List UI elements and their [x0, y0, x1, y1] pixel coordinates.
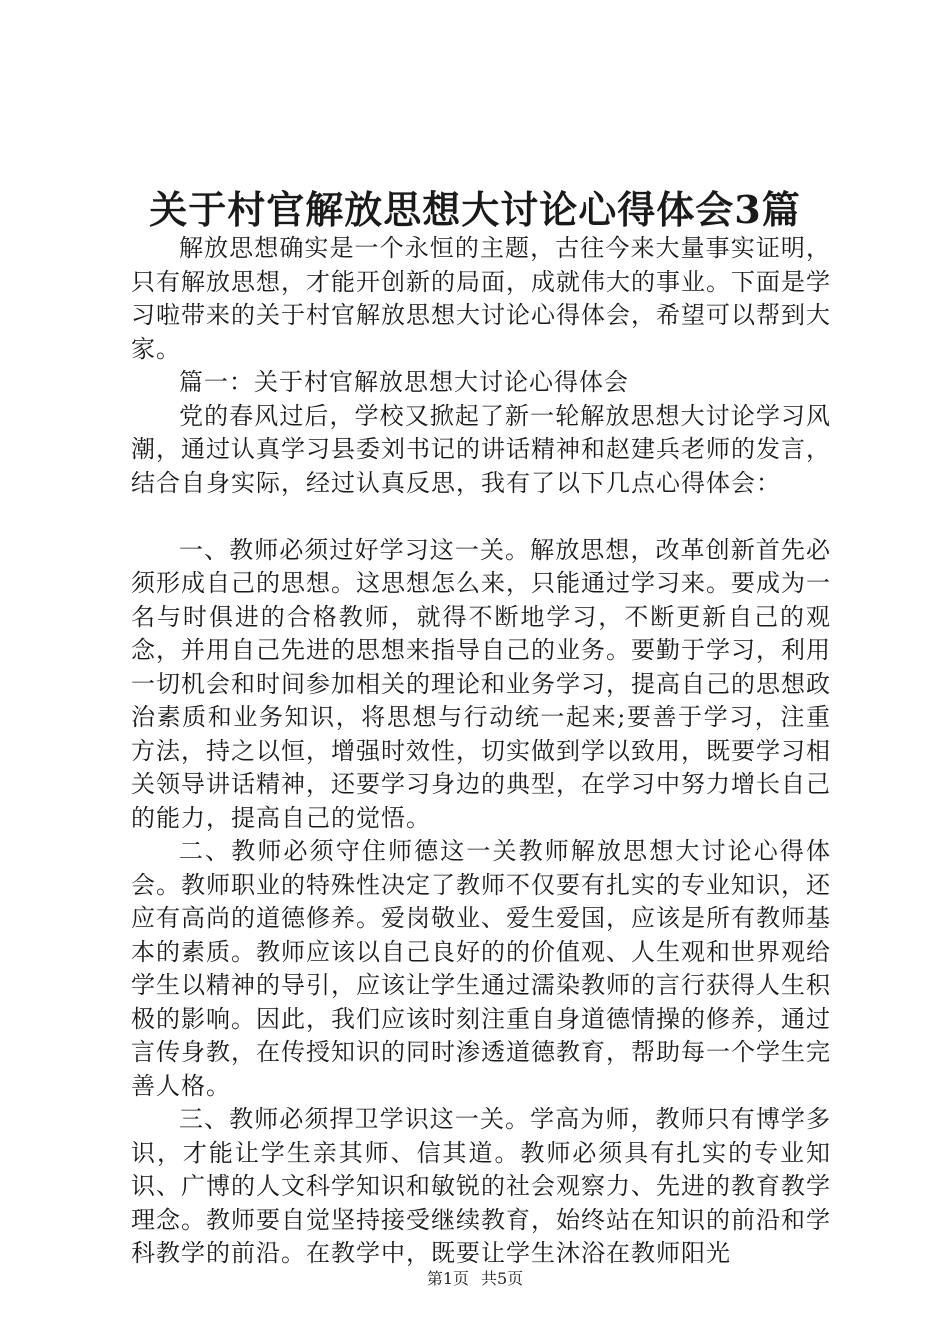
page-footer: [0, 1268, 950, 1290]
body-paragraph: 二、教师必须守住师德这一关教师解放思想大讨论心得体会。教师职业的特殊性决定了教师不仅要有扎实的专业知识，还应有高尚的道德修养。爱岗敬业、爱生爱国，应该是所有教师基本的素质。教师应该以自己良好的的价值观、人生观和世界观给学生以精神的导引，应该让学生通过濡染教师的言行获得人生积极的影响。因此，我们应该时刻注重自身道德情操的修养，通过言传身教，在传授知识的同时渗透道德教育，帮助每一个学生完善人格。: [131, 837, 831, 1100]
paragraph-spacer: [131, 500, 831, 534]
intro-paragraph: 解放思想确实是一个永恒的主题，古往今来大量事实证明，只有解放思想，才能开创新的局面，成就伟大的事业。下面是学习啦带来的关于村官解放思想大讨论心得体会，希望可以帮到大家。: [131, 234, 831, 363]
body-paragraph: 一、教师必须过好学习这一关。解放思想，改革创新首先必须形成自己的思想。这思想怎么来，只能通过学习来。要成为一名与时俱进的合格教师，就得不断地学习，不断更新自己的观念，并用自己先进的思想来指导自己的业务。要勤于学习，利用一切机会和时间参加相关的理论和业务学习，提高自己的思想政治素质和业务知识，将思想与行动统一起来;要善于学习，注重方法，持之以恒，增强时效性，切实做到学以致用，既要学习相关领导讲话精神，还要学习身边的典型，在学习中努力增长自己的能力，提高自己的觉悟。: [131, 535, 831, 832]
page-total: 共5页: [481, 1269, 524, 1288]
body-paragraph: 党的春风过后，学校又掀起了新一轮解放思想大讨论学习风潮，通过认真学习县委刘书记的讲话精神和赵建兵老师的发言，结合自身实际，经过认真反思，我有了以下几点心得体会：: [131, 401, 831, 497]
document-body: [131, 232, 831, 1271]
document-title: 关于村官解放思想大讨论心得体会3篇: [149, 187, 801, 232]
page-number: 第1页: [426, 1269, 469, 1288]
body-paragraph: 三、教师必须捍卫学识这一关。学高为师，教师只有博学多识，才能让学生亲其师、信其道。教师必须具有扎实的专业知识、广博的人文科学知识和敏锐的社会观察力、先进的教育教学理念。教师要自觉坚持接受继续教育，始终站在知识的前沿和学科教学的前沿。在教学中，既要让学生沐浴在教师阳光: [131, 1105, 831, 1267]
section-heading-part-one: 篇一：关于村官解放思想大讨论心得体会: [179, 368, 629, 396]
